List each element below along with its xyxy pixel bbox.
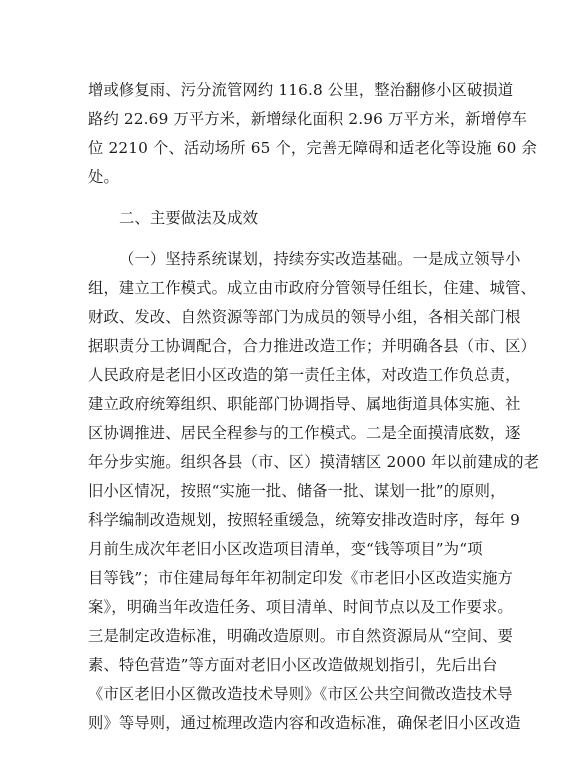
text-line: 增或修复雨、污分流管网约 116.8 公里，整治翻修小区破损道 <box>88 81 514 99</box>
text-line: 组，建立工作模式。成立由市政府分管领导任组长，住建、城管、 <box>88 279 536 297</box>
text-line: 则》等导则，通过梳理改造内容和改造标准，确保老旧小区改造 <box>88 714 521 732</box>
text-line: 财政、发改、自然资源等部门为成员的领导小组，各相关部门根 <box>88 308 521 326</box>
text-line: 年分步实施。组织各县（市、区）摸清辖区 2000 年以前建成的老 <box>88 453 540 471</box>
text-line: 科学编制改造规划，按照轻重缓急，统筹安排改造时序，每年 9 <box>88 511 520 529</box>
text-line: （一）坚持系统谋划，持续夯实改造基础。一是成立领导小 <box>119 250 521 268</box>
paragraph-intro <box>88 76 537 192</box>
text-line: 素、特色营造”等方面对老旧小区改造做规划指引，先后出台 <box>88 656 498 674</box>
text-line: 建立政府统筹组织、职能部门协调指导、属地街道具体实施、社 <box>88 395 521 413</box>
text-line: 案》，明确当年改造任务、项目清单、时间节点以及工作要求。 <box>88 598 513 616</box>
text-line: 处。 <box>88 168 119 186</box>
text-line: 目等钱”；市住建局每年年初制定印发《市老旧小区改造实施方 <box>88 569 514 587</box>
section-heading: 二、主要做法及成效 <box>119 209 259 227</box>
text-line: 三是制定改造标准，明确改造原则。市自然资源局从“空间、要 <box>88 627 514 645</box>
text-line: 月前生成次年老旧小区改造项目清单，变“钱等项目”为“项 <box>88 540 483 558</box>
text-line: 人民政府是老旧小区改造的第一责任主体，对改造工作负总责， <box>88 366 521 384</box>
text-line: 位 2210 个、活动场所 65 个，完善无障碍和适老化等设施 60 余 <box>88 139 537 157</box>
text-line: 区协调推进、居民全程参与的工作模式。二是全面摸清底数，逐 <box>88 424 521 442</box>
text-line: 《市区老旧小区微改造技术导则》《市区公共空间微改造技术导 <box>88 685 513 703</box>
text-line: 路约 22.69 万平方米，新增绿化面积 2.96 万平方米，新增停车 <box>88 110 528 128</box>
paragraph-practices <box>88 245 540 738</box>
text-line: 据职责分工协调配合，合力推进改造工作；并明确各县（市、区） <box>88 337 536 355</box>
document-body <box>88 76 540 738</box>
text-line: 旧小区情况，按照“实施一批、储备一批、谋划一批”的原则， <box>88 482 506 500</box>
